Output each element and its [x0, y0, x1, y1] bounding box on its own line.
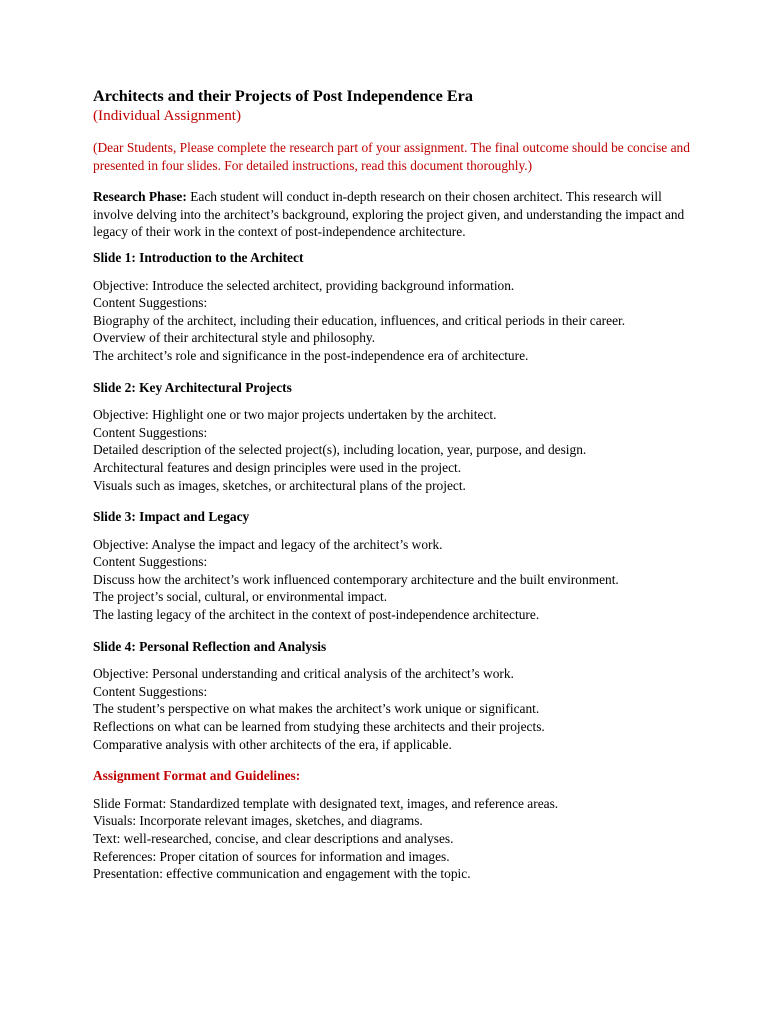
document-page [93, 86, 693, 883]
slide-2-suggestion: Visuals such as images, sketches, or architectural plans of the project. [93, 477, 466, 493]
slide-3-content [93, 536, 693, 624]
slide-1-suggestions-label: Content Suggestions: [93, 295, 208, 311]
slide-4-suggestion: Comparative analysis with other architects of the era, if applicable. [93, 736, 452, 752]
slide-2-suggestions-label: Content Suggestions: [93, 424, 208, 440]
slide-1-suggestion: Overview of their architectural style and philosophy. [93, 330, 376, 346]
document-subtitle: (Individual Assignment) [93, 107, 242, 124]
slide-3-suggestion: The project’s social, cultural, or environmental impact. [93, 589, 388, 605]
slide-1-heading: Slide 1: Introduction to the Architect [93, 249, 304, 265]
guideline-item: Text: well-researched, concise, and clear descriptions and analyses. [93, 831, 454, 846]
slide-1-suggestion: The architect’s role and significance in the post-independence era of architecture. [93, 347, 529, 363]
slide-1-suggestion: Biography of the architect, including their education, influences, and critical periods in their career. [93, 312, 626, 328]
slide-2-heading: Slide 2: Key Architectural Projects [93, 379, 292, 395]
slide-1-objective: Objective: Introduce the selected architect, providing background information. [93, 277, 515, 293]
guidelines-heading: Assignment Format and Guidelines: [93, 768, 301, 784]
document-title: Architects and their Projects of Post Independence Era [93, 87, 473, 105]
slide-2-suggestion: Architectural features and design principles were used in the project. [93, 459, 462, 475]
research-phase-text: Each student will conduct in-depth research on their chosen architect. This research will involve delving into the architect’s background, exploring the project given, and understanding the impact and legacy of their work in the context of post-independence architecture. [93, 189, 685, 240]
slide-4-heading: Slide 4: Personal Reflection and Analysis [93, 638, 327, 654]
slide-4-suggestions-label: Content Suggestions: [93, 683, 208, 699]
slide-3-heading: Slide 3: Impact and Legacy [93, 509, 250, 525]
slide-2-content [93, 406, 693, 494]
guidelines-content [93, 795, 693, 883]
guideline-item: Slide Format: Standardized template with designated text, images, and reference areas. [93, 795, 559, 811]
slide-2-objective: Objective: Highlight one or two major projects undertaken by the architect. [93, 407, 497, 423]
student-note: (Dear Students, Please complete the research part of your assignment. The final outcome should be concise and presented in four slides. For detailed instructions, read this document thoroughly.) [93, 140, 690, 173]
guideline-item: References: Proper citation of sources for information and images. [93, 848, 450, 864]
slide-3-objective: Objective: Analyse the impact and legacy of the architect’s work. [93, 536, 443, 552]
slide-3-suggestion: Discuss how the architect’s work influenced contemporary architecture and the built environment. [93, 571, 619, 587]
slide-4-suggestion: Reflections on what can be learned from studying these architects and their projects. [93, 719, 545, 735]
research-phase-paragraph [93, 188, 693, 241]
research-phase-label: Research Phase: [93, 189, 187, 205]
slide-3-suggestions-label: Content Suggestions: [93, 554, 208, 570]
slide-1-content [93, 277, 693, 365]
guideline-item: Presentation: effective communication and engagement with the topic. [93, 866, 471, 882]
slide-2-suggestion: Detailed description of the selected project(s), including location, year, purpose, and design. [93, 442, 587, 458]
slide-3-suggestion: The lasting legacy of the architect in the context of post-independence architecture. [93, 607, 540, 623]
slide-4-objective: Objective: Personal understanding and critical analysis of the architect’s work. [93, 666, 514, 682]
slide-4-suggestion: The student’s perspective on what makes the architect’s work unique or significant. [93, 701, 540, 717]
guideline-item: Visuals: Incorporate relevant images, sketches, and diagrams. [93, 813, 423, 829]
slide-4-content [93, 665, 693, 753]
